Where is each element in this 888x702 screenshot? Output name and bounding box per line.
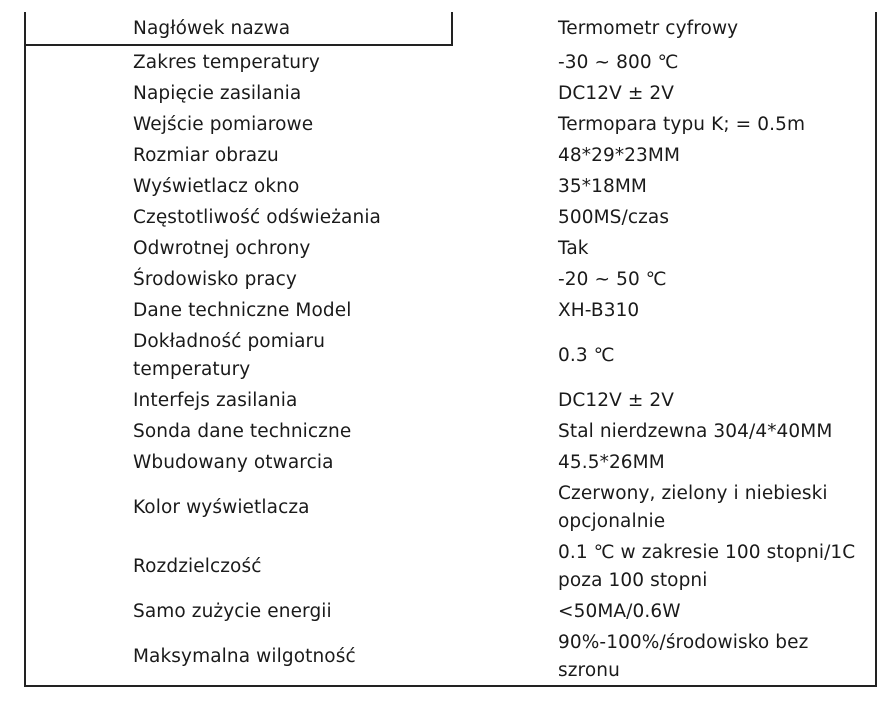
row-value: <50MA/0.6W (558, 601, 681, 622)
row-value: 0.3 ℃ (558, 345, 615, 366)
spec-table (24, 12, 877, 687)
row-value: 45.5*26MM (558, 452, 665, 473)
row-value: Tak (558, 238, 589, 259)
header-label: Nagłówek nazwa (133, 18, 291, 39)
row-value: DC12V ± 2V (558, 83, 675, 104)
row-value: XH-B310 (558, 300, 640, 321)
row-label: Napięcie zasilania (133, 83, 302, 104)
row-label: Zakres temperatury (133, 52, 320, 73)
row-label: Rozmiar obrazu (133, 145, 279, 166)
row-value: Czerwony, zielony i niebieski opcjonalnie (558, 483, 828, 532)
row-value: 48*29*23MM (558, 145, 681, 166)
row-label: Interfejs zasilania (133, 390, 298, 411)
header-value: Termometr cyfrowy (558, 18, 739, 39)
row-label: Wbudowany otwarcia (133, 452, 334, 473)
row-label: Środowisko pracy (133, 269, 297, 290)
row-value: Stal nierdzewna 304/4*40MM (558, 421, 833, 442)
row-value: -20 ~ 50 ℃ (558, 269, 667, 290)
row-value: 500MS/czas (558, 207, 670, 228)
row-label: Maksymalna wilgotność (133, 646, 356, 667)
row-label: Wejście pomiarowe (133, 114, 314, 135)
row-value: DC12V ± 2V (558, 390, 675, 411)
row-label: Dokładność pomiaru temperatury (133, 331, 326, 380)
row-label: Odwrotnej ochrony (133, 238, 311, 259)
row-value: 35*18MM (558, 176, 647, 197)
row-label: Sonda dane techniczne (133, 421, 352, 442)
row-label: Kolor wyświetlacza (133, 497, 310, 518)
row-label: Częstotliwość odświeżania (133, 207, 381, 228)
row-label: Samo zużycie energii (133, 601, 332, 622)
row-value: 0.1 ℃ w zakresie 100 stopni/1C poza 100 stopni (558, 542, 856, 591)
row-label: Wyświetlacz okno (133, 176, 300, 197)
row-value: 90%-100%/środowisko bez szronu (558, 632, 809, 681)
row-label: Dane techniczne Model (133, 300, 352, 321)
row-value: Termopara typu K; = 0.5m (558, 114, 806, 135)
row-label: Rozdzielczość (133, 556, 262, 577)
row-value: -30 ~ 800 ℃ (558, 52, 679, 73)
